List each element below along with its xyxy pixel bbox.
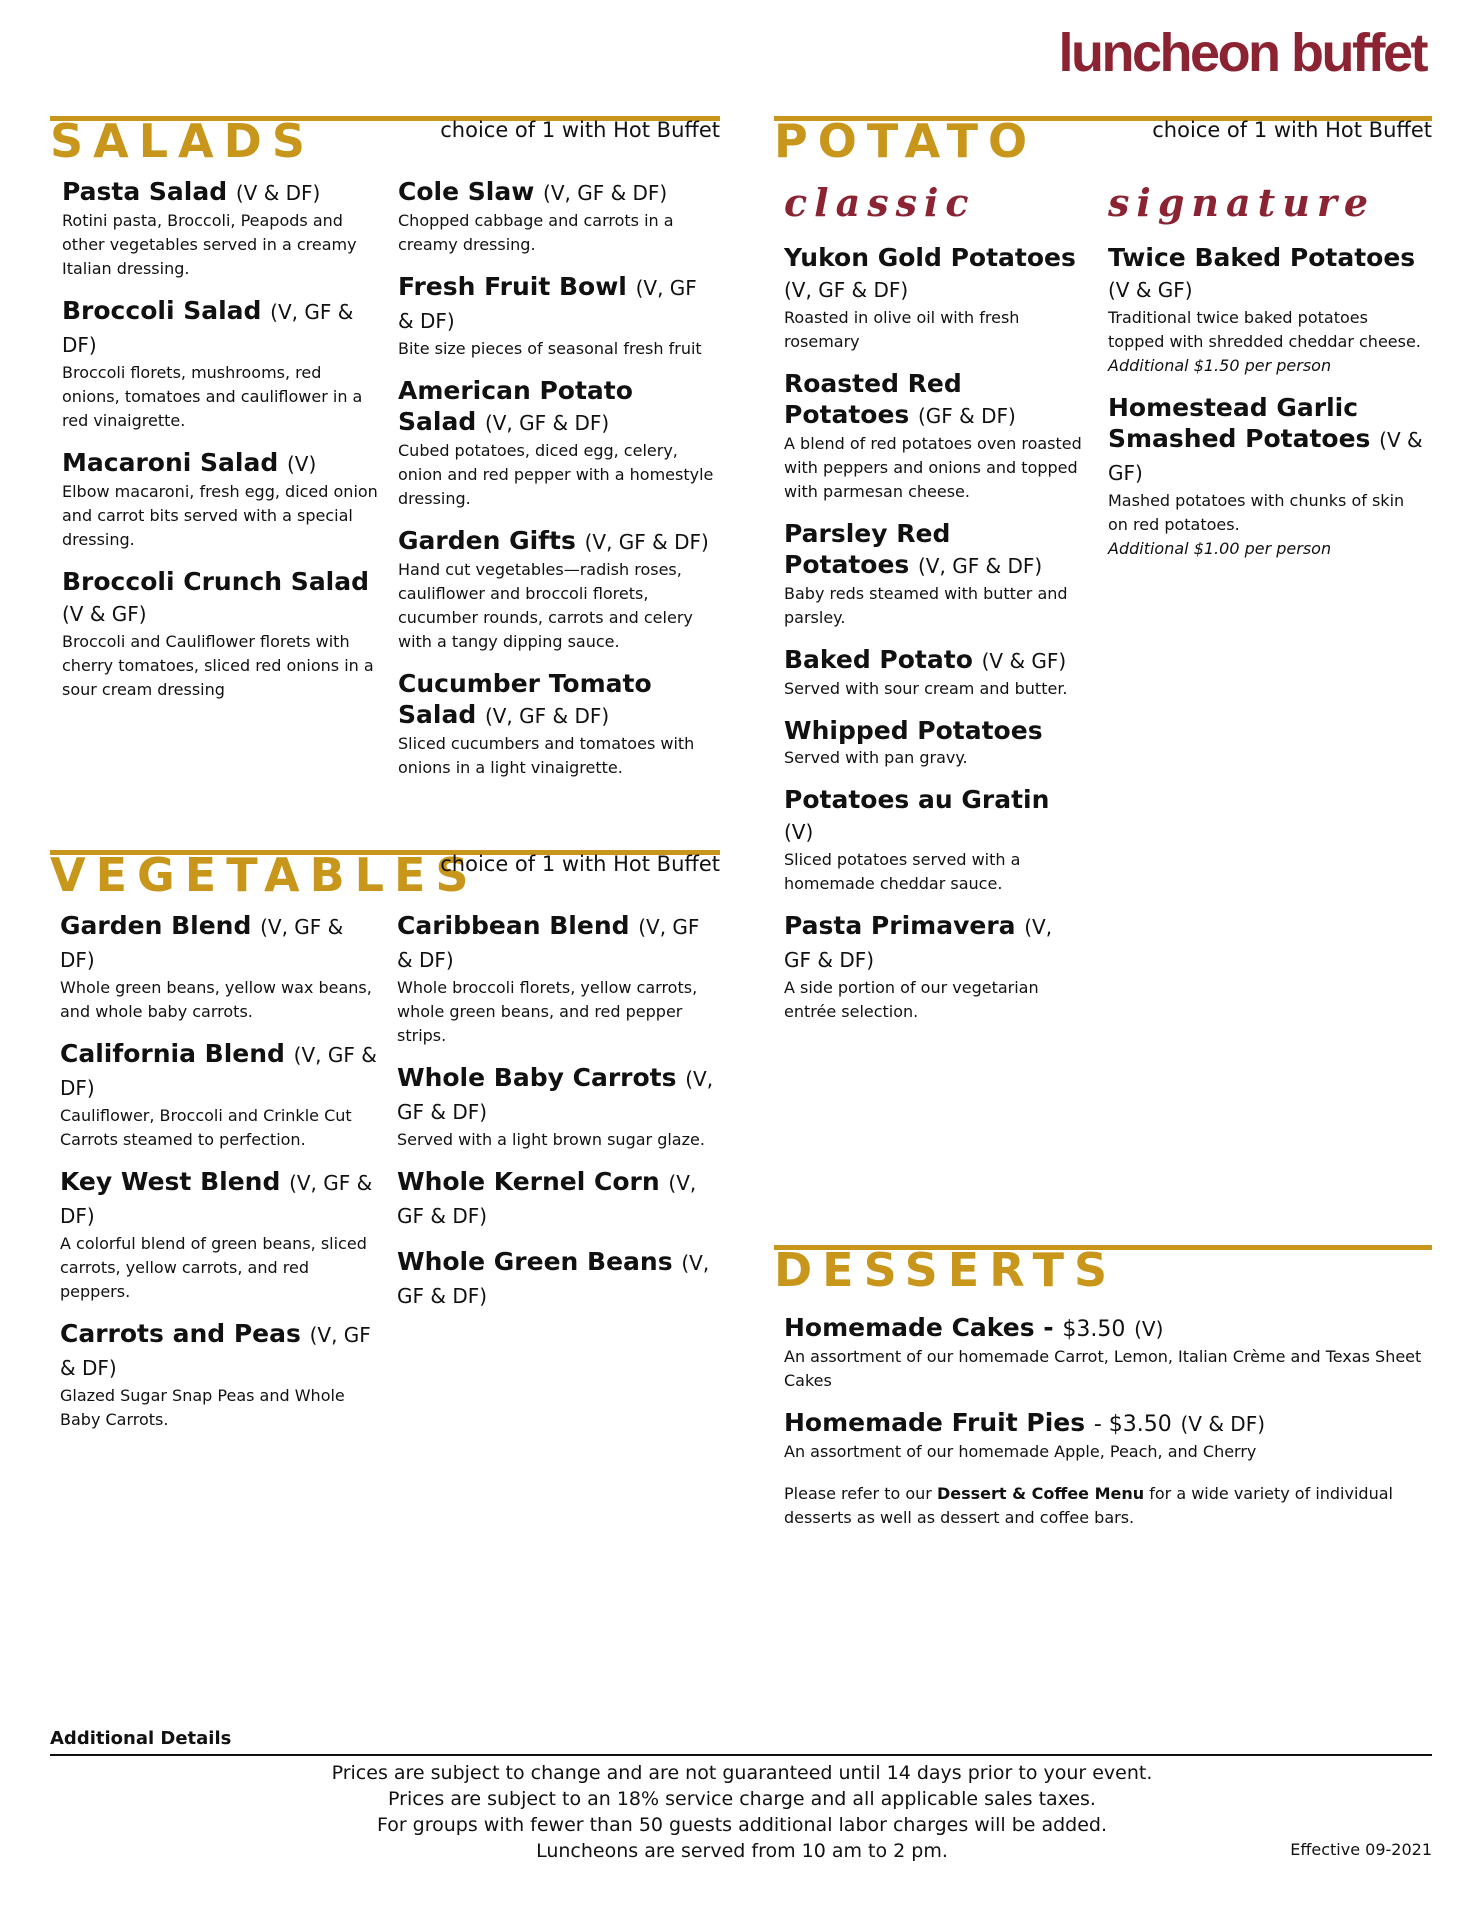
menu-item (60, 910, 382, 1024)
item-tags: (V, GF & DF) (60, 915, 344, 972)
footer-line: Prices are subject to an 18% service charge and all applicable sales taxes. (388, 1788, 1096, 1810)
item-name: Roasted Red Potatoes (784, 369, 962, 429)
menu-item (784, 644, 1084, 701)
vegetables-note: choice of 1 with Hot Buffet (440, 852, 720, 876)
item-desc: Cubed potatoes, diced egg, celery, onion and red pepper with a homestyle dressing. (398, 441, 714, 508)
footer-line: Luncheons are served from 10 am to 2 pm. (536, 1840, 948, 1862)
item-desc: Whole broccoli florets, yellow carrots, whole green beans, and red pepper strips. (397, 978, 698, 1045)
item-desc: Bite size pieces of seasonal fresh fruit (398, 339, 702, 358)
item-name: Whole Green Beans (397, 1247, 673, 1276)
item-desc: Rotini pasta, Broccoli, Peapods and other vegetables served in a creamy Italian dressing. (62, 211, 357, 278)
item-tags: (V & GF) (62, 602, 147, 626)
item-tags: (GF & DF) (918, 404, 1016, 428)
item-tags: (V, GF & DF) (543, 181, 668, 205)
note-text-start: Please refer to our (784, 1484, 937, 1503)
item-tags: (V, GF & DF) (584, 530, 709, 554)
item-name: Key West Blend (60, 1167, 281, 1196)
vegetables-right-column (397, 910, 717, 1326)
potato-heading: POTATO (774, 114, 1038, 168)
item-tags: (V, GF & DF) (784, 915, 1053, 972)
menu-item (1108, 242, 1424, 378)
item-name: Pasta Salad (62, 177, 228, 206)
menu-item (397, 1246, 717, 1312)
item-desc: Broccoli florets, mushrooms, red onions, tomatoes and cauliflower in a red vinaigrette. (62, 363, 363, 430)
menu-item (398, 176, 714, 257)
item-tags: (V & DF) (1180, 1412, 1266, 1436)
menu-item (784, 1312, 1424, 1393)
item-desc: An assortment of our homemade Carrot, Lemon, Italian Crème and Texas Sheet Cakes (784, 1347, 1422, 1390)
item-name: Garden Gifts (398, 526, 576, 555)
potato-header (774, 116, 1432, 168)
menu-item (398, 668, 714, 780)
item-desc: Glazed Sugar Snap Peas and Whole Baby Carrots. (60, 1386, 345, 1429)
item-name: Yukon Gold Potatoes (784, 243, 1076, 272)
page-title: luncheon buffet (1058, 23, 1426, 83)
item-tags: (V, GF & DF) (784, 278, 909, 302)
item-name: Macaroni Salad (62, 448, 279, 477)
menu-item (398, 271, 714, 361)
desserts-header (774, 1245, 1432, 1297)
item-desc: Sliced cucumbers and tomatoes with onions in a light vinaigrette. (398, 734, 695, 777)
item-tags: (V & GF) (1108, 428, 1423, 485)
item-desc: A blend of red potatoes oven roasted with peppers and onions and topped with parmesan cheese. (784, 434, 1082, 501)
salads-left-column (62, 176, 382, 716)
item-name: Cole Slaw (398, 177, 535, 206)
salads-heading: SALADS (50, 114, 315, 168)
menu-item (62, 566, 382, 702)
item-name: Whole Kernel Corn (397, 1167, 660, 1196)
item-upcharge: Additional $1.50 per person (1108, 356, 1332, 375)
item-desc: A side portion of our vegetarian entrée selection. (784, 978, 1039, 1021)
menu-item (784, 715, 1084, 770)
menu-item (397, 1062, 717, 1152)
signature-heading: signature (1108, 180, 1376, 225)
item-name: Homemade Cakes - (784, 1313, 1054, 1342)
item-name: Caribbean Blend (397, 911, 630, 940)
item-tags: (V) (1134, 1317, 1164, 1341)
menu-item (397, 910, 717, 1048)
salads-right-column (398, 176, 714, 794)
item-name: Broccoli Salad (62, 296, 262, 325)
effective-date: Effective 09-2021 (1290, 1840, 1432, 1859)
potato-classic-column (784, 242, 1084, 1038)
item-tags: (V, GF & DF) (62, 300, 354, 357)
vegetables-heading: VEGETABLES (50, 848, 479, 902)
menu-item (784, 784, 1084, 896)
item-desc: A colorful blend of green beans, sliced carrots, yellow carrots, and red peppers. (60, 1234, 367, 1301)
item-tags: (V) (784, 820, 814, 844)
classic-heading: classic (784, 180, 976, 225)
item-desc: Traditional twice baked potatoes topped with shredded cheddar cheese. (1108, 308, 1421, 351)
item-desc: Elbow macaroni, fresh egg, diced onion and carrot bits served with a special dressing. (62, 482, 378, 549)
item-name: American Potato Salad (398, 376, 633, 436)
dessert-menu-note (784, 1482, 1424, 1530)
item-name: Whipped Potatoes (784, 716, 1043, 745)
item-desc: Served with sour cream and butter. (784, 679, 1068, 698)
item-tags: (V, GF & DF) (918, 554, 1043, 578)
dessert-coffee-menu-link: Dessert & Coffee Menu (936, 1484, 1145, 1503)
item-desc: Broccoli and Cauliflower florets with cherry tomatoes, sliced red onions in a sour cream dressing (62, 632, 374, 699)
menu-item (62, 295, 382, 433)
item-desc: Roasted in olive oil with fresh rosemary (784, 308, 1020, 351)
additional-details-label: Additional Details (50, 1728, 232, 1749)
menu-item (60, 1318, 382, 1432)
footer-line: For groups with fewer than 50 guests additional labor charges will be added. (376, 1814, 1108, 1836)
item-name: Twice Baked Potatoes (1108, 243, 1416, 272)
item-tags: (V, GF & DF) (60, 1043, 377, 1100)
menu-item (62, 447, 382, 552)
item-tags: (V, GF & DF) (484, 704, 610, 728)
item-upcharge: Additional $1.00 per person (1108, 539, 1332, 558)
item-tags: (V, GF & DF) (484, 411, 610, 435)
menu-item (784, 910, 1084, 1024)
item-price: - $3.50 (1093, 1412, 1172, 1437)
potato-signature-column (1108, 242, 1424, 575)
item-desc: Mashed potatoes with chunks of skin on red potatoes. (1108, 491, 1405, 534)
note-text-end: for a wide variety of individual desserts as well as dessert and coffee bars. (784, 1484, 1393, 1527)
potato-note: choice of 1 with Hot Buffet (1152, 118, 1432, 142)
item-tags: (V & DF) (235, 181, 321, 205)
item-desc: Served with a light brown sugar glaze. (397, 1130, 705, 1149)
item-tags: (V, GF & DF) (60, 1171, 373, 1228)
item-desc: Chopped cabbage and carrots in a creamy dressing. (398, 211, 674, 254)
menu-item (60, 1038, 382, 1152)
footer-rule (50, 1754, 1432, 1756)
desserts-column (784, 1312, 1424, 1530)
item-desc: Served with pan gravy. (784, 748, 968, 767)
item-name: Fresh Fruit Bowl (398, 272, 627, 301)
vegetables-header (50, 850, 720, 902)
item-name: Homemade Fruit Pies (784, 1408, 1086, 1437)
item-tags: (V, GF & DF) (397, 1251, 710, 1308)
item-tags: (V, GF & DF) (398, 276, 697, 333)
salads-header (50, 116, 720, 168)
item-desc: Cauliflower, Broccoli and Crinkle Cut Carrots steamed to perfection. (60, 1106, 352, 1149)
menu-item (398, 525, 714, 654)
menu-item (1108, 392, 1424, 561)
item-desc: Hand cut vegetables—radish roses, cauliflower and broccoli florets, cucumber rounds, carrots and celery with a tangy dipping sauce. (398, 560, 693, 651)
item-tags: (V, GF & DF) (397, 1171, 697, 1228)
salads-note: choice of 1 with Hot Buffet (440, 118, 720, 142)
menu-item (784, 242, 1084, 354)
vegetables-left-column (60, 910, 382, 1446)
item-price: $3.50 (1062, 1317, 1126, 1342)
footer-line: Prices are subject to change and are not guaranteed until 14 days prior to your event. (331, 1762, 1153, 1784)
menu-item (62, 176, 382, 281)
menu-item (397, 1166, 717, 1232)
item-tags: (V, GF & DF) (397, 1067, 714, 1124)
menu-item (784, 1407, 1424, 1464)
item-name: Baked Potato (784, 645, 973, 674)
item-name: Potatoes au Gratin (784, 785, 1050, 814)
item-name: Parsley Red Potatoes (784, 519, 951, 579)
menu-item (784, 518, 1084, 630)
item-desc: Whole green beans, yellow wax beans, and whole baby carrots. (60, 978, 372, 1021)
desserts-heading: DESSERTS (774, 1243, 1118, 1297)
item-name: Garden Blend (60, 911, 252, 940)
item-name: Broccoli Crunch Salad (62, 567, 370, 596)
item-name: Cucumber Tomato Salad (398, 669, 652, 729)
item-desc: Baby reds steamed with butter and parsley. (784, 584, 1068, 627)
item-tags: (V & GF) (981, 649, 1067, 673)
menu-item (60, 1166, 382, 1304)
menu-item (398, 375, 714, 511)
item-tags: (V) (286, 452, 317, 476)
item-desc: An assortment of our homemade Apple, Peach, and Cherry (784, 1442, 1257, 1461)
item-name: California Blend (60, 1039, 285, 1068)
menu-item (784, 368, 1084, 504)
item-tags: (V & GF) (1108, 278, 1193, 302)
item-name: Whole Baby Carrots (397, 1063, 677, 1092)
item-desc: Sliced potatoes served with a homemade cheddar sauce. (784, 850, 1021, 893)
item-name: Carrots and Peas (60, 1319, 301, 1348)
item-tags: (V, GF & DF) (60, 1323, 371, 1380)
footer-details (0, 1760, 1484, 1864)
item-name: Homestead Garlic Smashed Potatoes (1108, 393, 1371, 453)
item-tags: (V, GF & DF) (397, 915, 700, 972)
item-name: Pasta Primavera (784, 911, 1016, 940)
